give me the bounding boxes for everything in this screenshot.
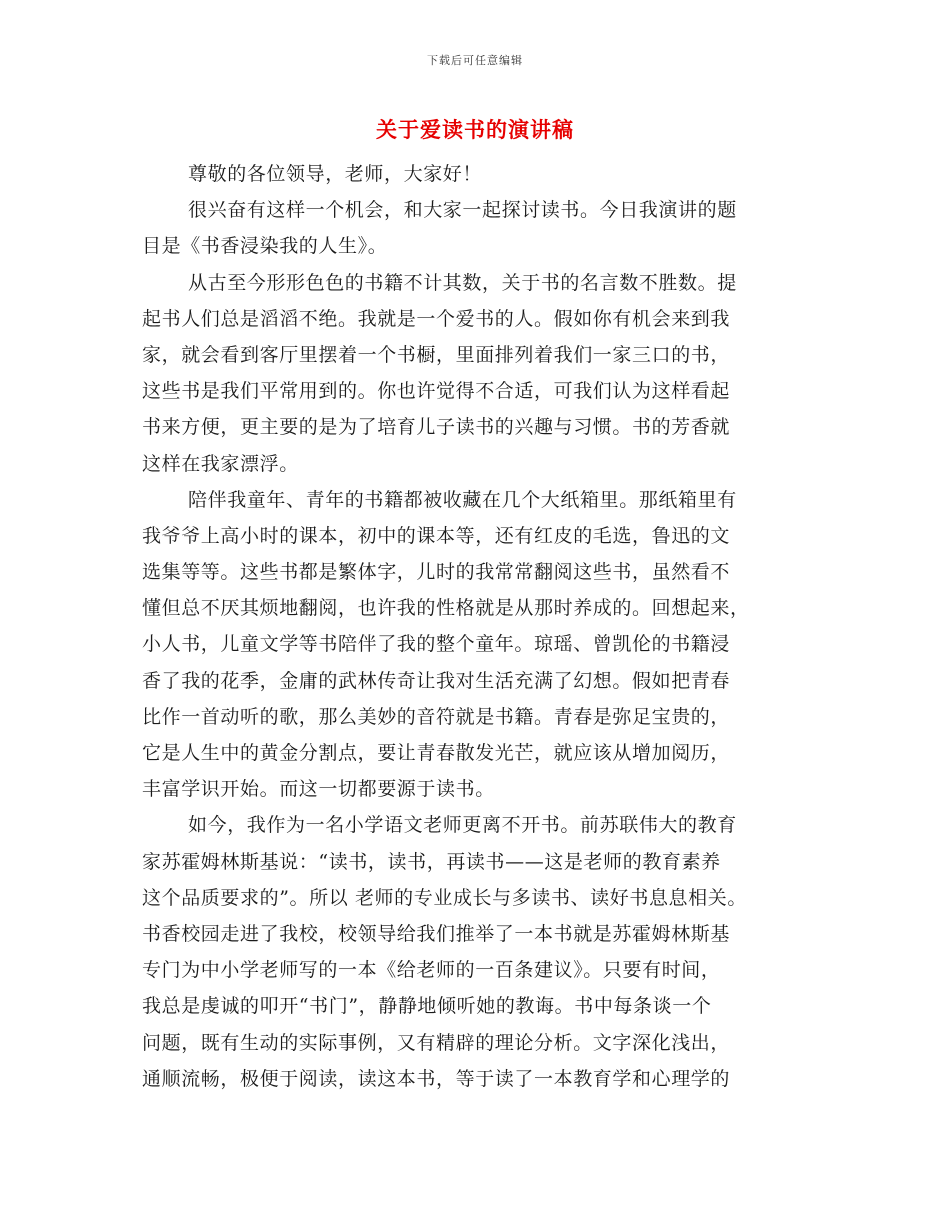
text-line: 家苏霍姆林斯基说：“读书，读书，再读书——这是老师的教育素养 bbox=[142, 850, 721, 873]
text-line: 从古至今形形色色的书籍不计其数，关于书的名言数不胜数。提 bbox=[188, 271, 737, 294]
text-line: 起书人们总是滔滔不绝。我就是一个爱书的人。假如你有机会来到我 bbox=[142, 307, 731, 330]
document-title: 关于爱读书的演讲稿 bbox=[376, 117, 574, 142]
text-line: 香了我的花季，金庸的武林传奇让我对生活充满了幻想。假如把青春 bbox=[142, 669, 731, 692]
text-line: 它是人生中的黄金分割点，要让青春散发光芒，就应该从增加阅历， bbox=[142, 742, 731, 764]
text-line: 问题，既有生动的实际事例，又有精辟的理论分析。文字深化浅出， bbox=[142, 1031, 731, 1054]
text-line: 陪伴我童年、青年的书籍都被收藏在几个大纸箱里。那纸箱里有 bbox=[188, 488, 737, 511]
text-line: 书来方便，更主要的是为了培育儿子读书的兴趣与习惯。书的芳香就 bbox=[142, 416, 731, 439]
document-body bbox=[142, 156, 822, 1097]
text-line: 丰富学识开始。而这一切都要源于读书。 bbox=[142, 778, 495, 801]
text-line: 这个品质要求的”。所以 老师的专业成长与多读书、读好书息息相关。 bbox=[142, 886, 747, 909]
text-line: 书香校园走进了我校，校领导给我们推举了一本书就是苏霍姆林斯基 bbox=[142, 922, 731, 945]
text-line: 比作一首动听的歌，那么美妙的音符就是书籍。青春是弥足宝贵的， bbox=[142, 705, 731, 728]
text-line: 选集等等。这些书都是繁体字，儿时的我常常翻阅这些书，虽然看不 bbox=[142, 561, 731, 584]
text-line: 小人书，儿童文学等书陪伴了我的整个童年。琼瑶、曾凯伦的书籍浸 bbox=[142, 633, 731, 656]
text-line: 如今，我作为一名小学语文老师更离不开书。前苏联伟大的教育 bbox=[188, 814, 737, 837]
text-line: 专门为中小学老师写的一本《给老师的一百条建议》。只要有时间， bbox=[142, 959, 721, 982]
text-line: 尊敬的各位领导，老师，大家好！ bbox=[188, 163, 483, 185]
text-line: 懂但总不厌其烦地翻阅，也许我的性格就是从那时养成的。回想起来， bbox=[142, 597, 750, 620]
text-line: 很兴奋有这样一个机会，和大家一起探讨读书。今日我演讲的题 bbox=[188, 199, 737, 222]
text-line: 这样在我家漂浮。 bbox=[142, 452, 299, 475]
text-line: 我爷爷上高小时的课本，初中的课本等，还有红皮的毛选，鲁迅的文 bbox=[142, 524, 731, 547]
text-line: 目是《书香浸染我的人生》。 bbox=[142, 235, 388, 258]
text-line: 这些书是我们平常用到的。你也许觉得不合适，可我们认为这样看起 bbox=[142, 380, 731, 403]
header-note: 下载后可任意编辑 bbox=[427, 54, 523, 67]
text-line: 家，就会看到客厅里摆着一个书橱，里面排列着我们一家三口的书， bbox=[142, 343, 731, 366]
text-line: 我总是虔诚的叩开“书门”，静静地倾听她的教诲。书中每条谈一个 bbox=[142, 995, 712, 1018]
text-line: 通顺流畅，极便于阅读，读这本书，等于读了一本教育学和心理学的 bbox=[142, 1067, 731, 1090]
